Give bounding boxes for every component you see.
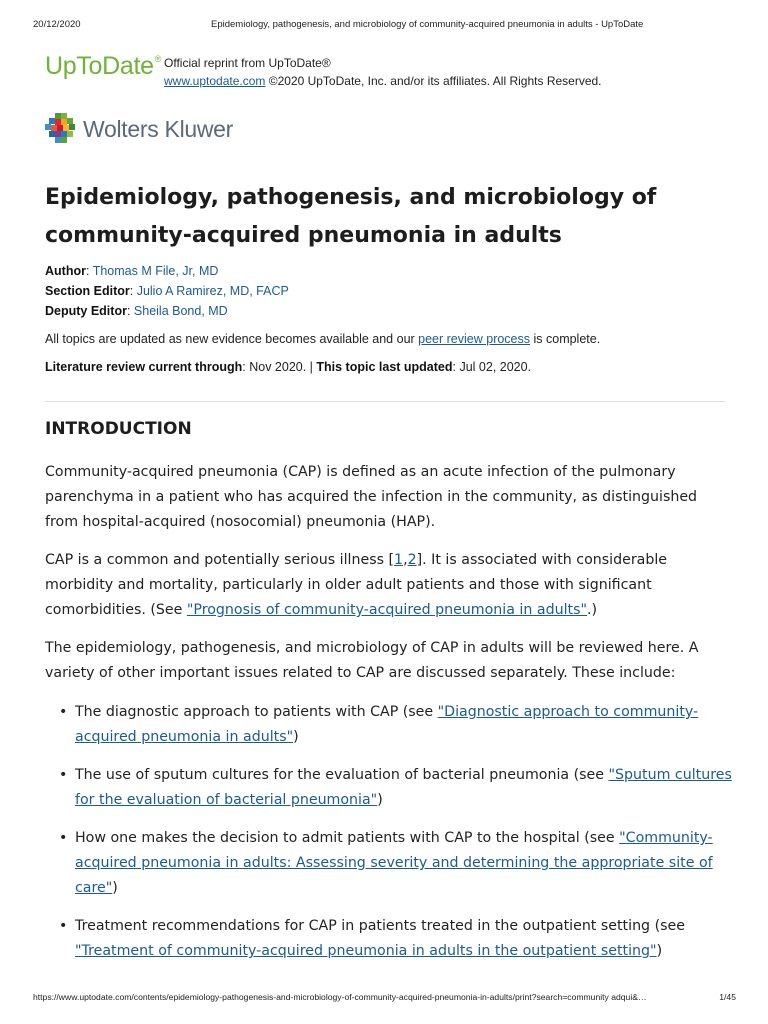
last-updated-value: : Jul 02, 2020. <box>452 360 532 374</box>
authorship-block <box>45 261 725 321</box>
lit-review-value: : Nov 2020. | <box>242 360 317 374</box>
print-url: https://www.uptodate.com/contents/epidemiology-pathogenesis-and-microbiology-of-community-acquired-pneumonia-in-adults/print?search=community adqui&… <box>33 992 647 1002</box>
update-note <box>45 329 725 349</box>
wolters-kluwer-logo-icon <box>45 113 77 145</box>
list-item: • Treatment recommendations for CAP in patients treated in the outpatient setting (see "Treatment of community-acquired pneumonia in adults in the outpatient setting") <box>59 914 739 964</box>
deputy-editor-link[interactable]: Sheila Bond, MD <box>133 304 228 318</box>
intro-paragraph-3: The epidemiology, pathogenesis, and microbiology of CAP in adults will be reviewed here. A variety of other important issues related to CAP are discussed separately. These include: <box>45 640 699 681</box>
related-topics-list <box>59 700 739 977</box>
section-divider <box>45 401 725 402</box>
author-label: Author <box>45 264 86 278</box>
deputy-editor-line: Deputy Editor: Sheila Bond, MD <box>45 304 228 318</box>
update-note-end: is complete. <box>530 332 601 346</box>
prognosis-topic-link[interactable]: "Prognosis of community-acquired pneumonia in adults" <box>186 602 587 618</box>
print-date: 20/12/2020 <box>33 19 81 30</box>
section-editor-link[interactable]: Julio A Ramirez, MD, FACP <box>136 284 289 298</box>
lit-review-label: Literature review current through <box>45 360 243 374</box>
deputy-editor-label: Deputy Editor <box>45 304 127 318</box>
uptodate-logo[interactable] <box>45 52 160 81</box>
uptodate-logo-text: UpToDate <box>45 52 154 80</box>
review-dates <box>45 357 725 377</box>
reference-2-link[interactable]: 2 <box>407 552 417 568</box>
section-editor-label: Section Editor <box>45 284 130 298</box>
uptodate-site-link[interactable]: www.uptodate.com <box>164 74 266 88</box>
intro-paragraph-1: Community-acquired pneumonia (CAP) is defined as an acute infection of the pulmonary parenchyma in a patient who has acquired the infection in the community, as distinguished from hospital-acquired (nosocomial) pneumonia (HAP). <box>45 464 698 530</box>
author-line: Author: Thomas M File, Jr, MD <box>45 264 219 278</box>
sputum-cultures-link[interactable]: "Sputum cultures for the evaluation of bacterial pneumonia" <box>75 767 732 808</box>
list-item: • The diagnostic approach to patients with CAP (see "Diagnostic approach to community-acquired pneumonia in adults") <box>59 700 739 750</box>
peer-review-link[interactable]: peer review process <box>418 332 531 346</box>
list-item: • The use of sputum cultures for the evaluation of bacterial pneumonia (see "Sputum cultures for the evaluation of bacterial pneumonia") <box>59 763 739 813</box>
last-updated-label: This topic last updated <box>316 360 453 374</box>
section-editor-line: Section Editor: Julio A Ramirez, MD, FACP <box>45 284 289 298</box>
author-link[interactable]: Thomas M File, Jr, MD <box>92 264 219 278</box>
page-number: 1/45 <box>719 992 736 1002</box>
update-note-text: All topics are updated as new evidence becomes available and our <box>45 332 419 346</box>
article-title: Epidemiology, pathogenesis, and microbiology of community-acquired pneumonia in adults <box>45 185 657 248</box>
copyright-line <box>164 72 664 90</box>
reprint-notice <box>164 54 664 90</box>
list-item: • How one makes the decision to admit patients with CAP to the hospital (see "Community-acquired pneumonia in adults: Assessing severity and determining the appropriate site of care") <box>59 826 739 901</box>
reprint-line: Official reprint from UpToDate® <box>164 56 331 70</box>
print-page-title: Epidemiology, pathogenesis, and microbiology of community-acquired pneumonia in adults - UpToDate <box>211 19 644 30</box>
print-header <box>33 19 738 33</box>
introduction-heading: INTRODUCTION <box>45 419 192 439</box>
print-footer <box>33 992 736 1006</box>
outpatient-treatment-link[interactable]: "Treatment of community-acquired pneumonia in adults in the outpatient setting" <box>75 943 657 959</box>
intro-paragraph-2: CAP is a common and potentially serious illness [1,2]. It is associated with considerable morbidity and mortality, particularly in older adult patients and those with significant comorbidities. (See "Prognosis of community-acquired pneumonia in adults".) <box>45 552 668 618</box>
publisher-name: Wolters Kluwer <box>83 116 234 142</box>
severity-site-of-care-link[interactable]: "Community-acquired pneumonia in adults: Assessing severity and determining the appropriate site of care" <box>75 830 713 896</box>
reference-1-link[interactable]: 1 <box>394 552 404 568</box>
diagnostic-approach-link[interactable]: "Diagnostic approach to community-acquired pneumonia in adults" <box>75 704 699 745</box>
copyright-text: ©2020 UpToDate, Inc. and/or its affiliates. All Rights Reserved. <box>265 74 602 88</box>
registered-mark: ® <box>154 54 162 64</box>
